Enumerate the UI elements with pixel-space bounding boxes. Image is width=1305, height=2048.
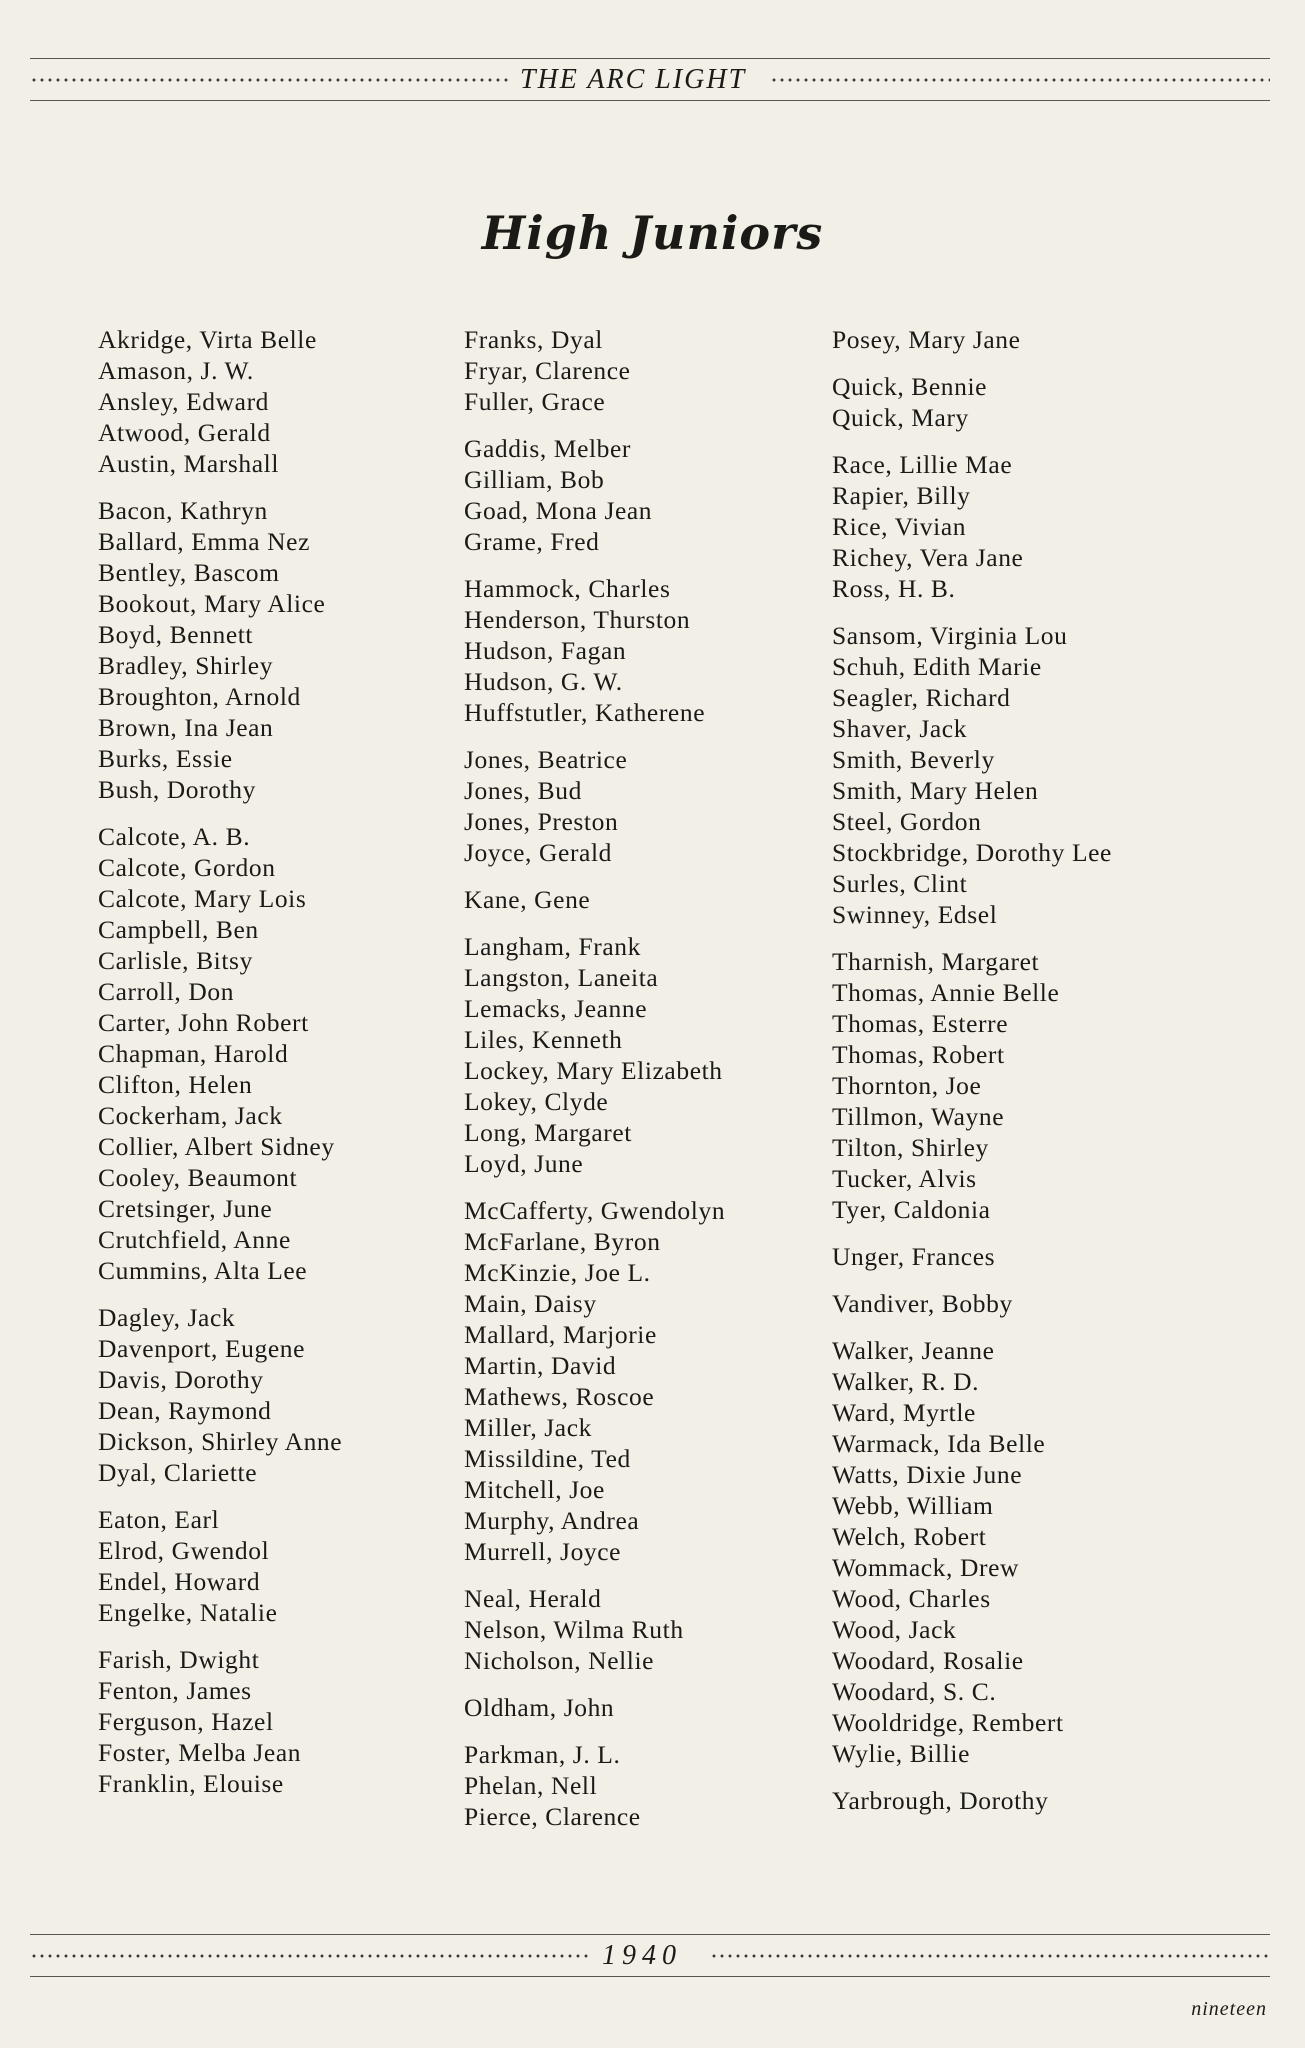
student-name: Mitchell, Joe [464, 1475, 605, 1504]
student-name: Fryar, Clarence [464, 356, 631, 385]
letter-group [464, 884, 725, 915]
letter-group [832, 620, 1112, 930]
student-name: Tyer, Caldonia [832, 1195, 991, 1224]
student-name: Murphy, Andrea [464, 1506, 640, 1535]
student-name: Mallard, Marjorie [464, 1320, 657, 1349]
student-name: Collier, Albert Sidney [98, 1132, 335, 1161]
student-name: Gaddis, Melber [464, 434, 632, 463]
letter-group [464, 573, 725, 728]
student-name: Walker, Jeanne [832, 1336, 995, 1365]
student-name: Engelke, Natalie [98, 1598, 278, 1627]
student-name: Davenport, Eugene [98, 1334, 306, 1363]
student-name: Jones, Bud [464, 776, 582, 805]
student-name: Wommack, Drew [832, 1553, 1020, 1582]
student-name: Brown, Ina Jean [98, 713, 274, 742]
student-name: Wood, Charles [832, 1584, 991, 1613]
student-name: Akridge, Virta Belle [98, 325, 317, 354]
student-name: Jones, Beatrice [464, 745, 628, 774]
student-name: Chapman, Harold [98, 1039, 289, 1068]
student-name: Hammock, Charles [464, 574, 671, 603]
student-name: Thomas, Annie Belle [832, 978, 1060, 1007]
student-name: Tilton, Shirley [832, 1133, 989, 1162]
student-name: Cummins, Alta Lee [98, 1256, 308, 1285]
student-name: Fuller, Grace [464, 387, 606, 416]
student-name: Walker, R. D. [832, 1367, 980, 1396]
publication-title: THE ARC LIGHT [514, 64, 752, 96]
student-name: Ward, Myrtle [832, 1398, 976, 1427]
student-name: Franklin, Elouise [98, 1769, 284, 1798]
student-name: Smith, Beverly [832, 745, 995, 774]
student-name: Carroll, Don [98, 977, 235, 1006]
student-name: Calcote, A. B. [98, 822, 251, 851]
student-name: McKinzie, Joe L. [464, 1258, 651, 1287]
student-name: Cockerham, Jack [98, 1101, 283, 1130]
letter-group [832, 371, 1112, 433]
student-name: Goad, Mona Jean [464, 496, 653, 525]
name-column-3 [832, 324, 1112, 1832]
student-name: Richey, Vera Jane [832, 543, 1024, 572]
student-name: Joyce, Gerald [464, 838, 612, 867]
student-name: Dagley, Jack [98, 1303, 236, 1332]
letter-group [464, 324, 725, 417]
letter-group [464, 1692, 725, 1723]
student-name: Ballard, Emma Nez [98, 527, 310, 556]
student-name: Neal, Herald [464, 1584, 602, 1613]
student-name: Thomas, Robert [832, 1040, 1005, 1069]
student-name: Cretsinger, June [98, 1194, 273, 1223]
section-title: High Juniors [481, 206, 824, 260]
student-name: Smith, Mary Helen [832, 776, 1039, 805]
student-name: Boyd, Bennett [98, 620, 254, 649]
student-name: Woodard, Rosalie [832, 1646, 1024, 1675]
student-name: Sansom, Virginia Lou [832, 621, 1068, 650]
letter-group [832, 324, 1112, 355]
student-name: Dean, Raymond [98, 1396, 272, 1425]
student-name: Vandiver, Bobby [832, 1289, 1013, 1318]
student-name: Franks, Dyal [464, 325, 603, 354]
student-name: Warmack, Ida Belle [832, 1429, 1046, 1458]
page-number: nineteen [1191, 1998, 1267, 2020]
student-name: Bookout, Mary Alice [98, 589, 326, 618]
student-name: Wooldridge, Rembert [832, 1708, 1064, 1737]
student-name: Huffstutler, Katherene [464, 698, 706, 727]
student-name: Schuh, Edith Marie [832, 652, 1042, 681]
letter-group [832, 1335, 1112, 1769]
student-name: McCafferty, Gwendolyn [464, 1196, 726, 1225]
name-column-1 [98, 324, 342, 1815]
student-name: Calcote, Gordon [98, 853, 276, 882]
student-name: Swinney, Edsel [832, 900, 998, 929]
student-name: Bradley, Shirley [98, 651, 274, 680]
letter-group [464, 1739, 725, 1832]
student-name: Stockbridge, Dorothy Lee [832, 838, 1112, 867]
student-name: Carlisle, Bitsy [98, 946, 253, 975]
letter-group [464, 1195, 725, 1567]
student-name: Liles, Kenneth [464, 1025, 623, 1054]
student-name: Wylie, Billie [832, 1739, 970, 1768]
letter-group [98, 1504, 342, 1628]
student-name: Ansley, Edward [98, 387, 270, 416]
student-name: Loyd, June [464, 1149, 584, 1178]
student-name: Wood, Jack [832, 1615, 957, 1644]
letter-group [98, 1644, 342, 1799]
letter-group [832, 1288, 1112, 1319]
student-name: Welch, Robert [832, 1522, 987, 1551]
student-name: Oldham, John [464, 1693, 615, 1722]
student-name: Amason, J. W. [98, 356, 254, 385]
student-name: Bacon, Kathryn [98, 496, 268, 525]
student-name: Crutchfield, Anne [98, 1225, 291, 1254]
student-name: Hudson, G. W. [464, 667, 623, 696]
student-name: Campbell, Ben [98, 915, 259, 944]
letter-group [464, 931, 725, 1179]
student-name: Davis, Dorothy [98, 1365, 264, 1394]
student-name: Ferguson, Hazel [98, 1707, 274, 1736]
student-name: Murrell, Joyce [464, 1537, 622, 1566]
student-name: Fenton, James [98, 1676, 252, 1705]
student-name: Farish, Dwight [98, 1645, 260, 1674]
student-name: Clifton, Helen [98, 1070, 253, 1099]
letter-group [464, 1583, 725, 1676]
student-name: Rapier, Billy [832, 481, 971, 510]
student-name: Foster, Melba Jean [98, 1738, 302, 1767]
student-name: Lokey, Clyde [464, 1087, 609, 1116]
student-name: McFarlane, Byron [464, 1227, 661, 1256]
student-name: Shaver, Jack [832, 714, 968, 743]
student-name: Cooley, Beaumont [98, 1163, 298, 1192]
student-name: Quick, Bennie [832, 372, 988, 401]
student-name: Ross, H. B. [832, 574, 956, 603]
student-name: Parkman, J. L. [464, 1740, 621, 1769]
student-name: Elrod, Gwendol [98, 1536, 270, 1565]
student-name: Grame, Fred [464, 527, 600, 556]
student-name: Missildine, Ted [464, 1444, 631, 1473]
student-name: Steel, Gordon [832, 807, 982, 836]
letter-group [98, 821, 342, 1286]
student-name: Miller, Jack [464, 1413, 592, 1442]
student-name: Seagler, Richard [832, 683, 1011, 712]
letter-group [98, 495, 342, 805]
student-name: Tucker, Alvis [832, 1164, 977, 1193]
student-name: Dickson, Shirley Anne [98, 1427, 343, 1456]
letter-group [464, 433, 725, 557]
student-name: Hudson, Fagan [464, 636, 627, 665]
student-name: Webb, William [832, 1491, 994, 1520]
letter-group [98, 1302, 342, 1488]
letter-group [832, 1785, 1112, 1816]
student-name: Phelan, Nell [464, 1771, 598, 1800]
student-name: Main, Daisy [464, 1289, 597, 1318]
student-name: Surles, Clint [832, 869, 968, 898]
student-name: Race, Lillie Mae [832, 450, 1013, 479]
student-name: Bush, Dorothy [98, 775, 256, 804]
student-name: Langston, Laneita [464, 963, 659, 992]
student-name: Tillmon, Wayne [832, 1102, 1005, 1131]
letter-group [464, 744, 725, 868]
student-name: Dyal, Clariette [98, 1458, 258, 1487]
yearbook-year: 1940 [596, 1940, 688, 1972]
student-name: Henderson, Thurston [464, 605, 691, 634]
student-name: Kane, Gene [464, 885, 591, 914]
student-name: Gilliam, Bob [464, 465, 605, 494]
student-name: Martin, David [464, 1351, 617, 1380]
header-ornamental-rule [30, 58, 1270, 102]
student-name: Jones, Preston [464, 807, 619, 836]
student-name: Atwood, Gerald [98, 418, 271, 447]
name-column-2 [464, 324, 725, 1848]
letter-group [98, 324, 342, 479]
student-name: Lockey, Mary Elizabeth [464, 1056, 723, 1085]
student-name: Langham, Frank [464, 932, 641, 961]
letter-group [832, 946, 1112, 1225]
student-name: Pierce, Clarence [464, 1802, 641, 1831]
student-name: Carter, John Robert [98, 1008, 309, 1037]
student-name: Bentley, Bascom [98, 558, 280, 587]
student-name: Watts, Dixie June [832, 1460, 1023, 1489]
student-name: Eaton, Earl [98, 1505, 220, 1534]
student-name: Yarbrough, Dorothy [832, 1786, 1049, 1815]
student-name: Burks, Essie [98, 744, 233, 773]
student-name: Nelson, Wilma Ruth [464, 1615, 684, 1644]
student-name: Quick, Mary [832, 403, 969, 432]
student-name: Thomas, Esterre [832, 1009, 1009, 1038]
student-name: Calcote, Mary Lois [98, 884, 307, 913]
student-name: Endel, Howard [98, 1567, 261, 1596]
student-name: Nicholson, Nellie [464, 1646, 655, 1675]
letter-group [832, 449, 1112, 604]
student-name: Woodard, S. C. [832, 1677, 997, 1706]
student-name: Unger, Frances [832, 1242, 996, 1271]
student-name: Broughton, Arnold [98, 682, 301, 711]
student-name: Posey, Mary Jane [832, 325, 1021, 354]
student-name: Long, Margaret [464, 1118, 632, 1147]
student-name: Tharnish, Margaret [832, 947, 1040, 976]
student-name: Mathews, Roscoe [464, 1382, 655, 1411]
letter-group [832, 1241, 1112, 1272]
student-name: Thornton, Joe [832, 1071, 982, 1100]
student-name: Rice, Vivian [832, 512, 967, 541]
student-name: Austin, Marshall [98, 449, 280, 478]
footer-ornamental-rule [30, 1934, 1270, 1978]
student-name: Lemacks, Jeanne [464, 994, 648, 1023]
